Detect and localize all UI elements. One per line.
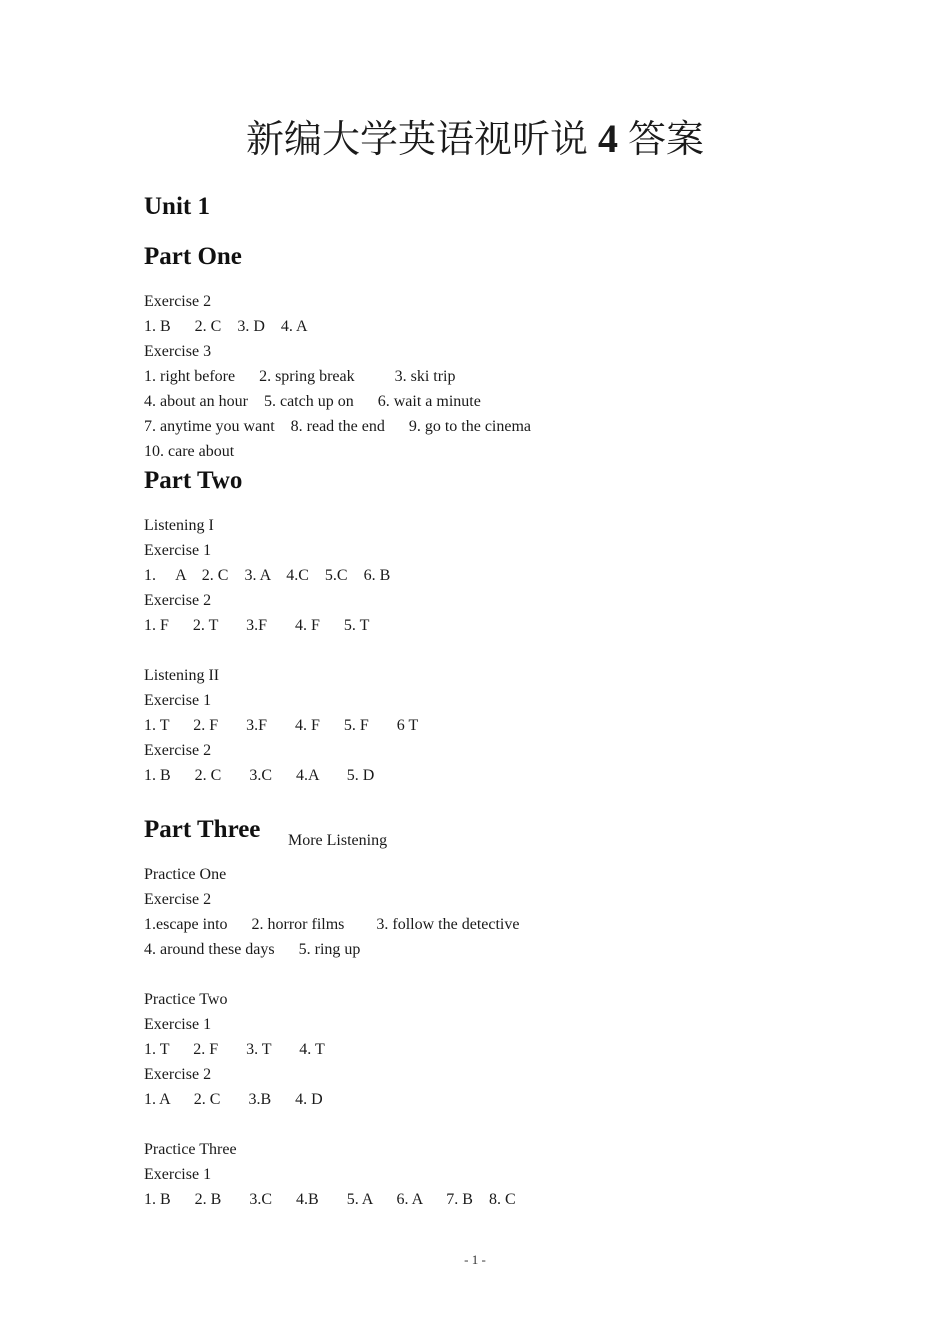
text-line: 1. T 2. F 3.F 4. F 5. F 6 T	[144, 717, 419, 734]
text-line: 4. around these days 5. ring up	[144, 941, 361, 958]
page-number: - 1 -	[464, 1252, 486, 1267]
text-line: 10. care about	[144, 443, 235, 460]
page-title	[0, 108, 950, 163]
title-number: 4	[598, 116, 618, 161]
text-line: 1. B 2. C 3.C 4.A 5. D	[144, 767, 375, 784]
text-line: Exercise 2	[144, 293, 212, 310]
text-line: 1. T 2. F 3. T 4. T	[144, 1041, 325, 1058]
text-line: Exercise 1	[144, 692, 212, 709]
text-line: 1. right before 2. spring break 3. ski trip	[144, 368, 456, 385]
part-two-heading: Part Two	[144, 467, 243, 494]
text-line: Practice One	[144, 866, 227, 883]
text-line: 1. F 2. T 3.F 4. F 5. T	[144, 617, 370, 634]
title-text: 新编大学英语视听说	[245, 117, 588, 161]
text-line: Listening I	[144, 517, 214, 534]
text-line: Exercise 2	[144, 891, 212, 908]
text-line: 7. anytime you want 8. read the end 9. go to the cinema	[144, 418, 532, 435]
text-line: Exercise 2	[144, 1066, 212, 1083]
part-three-subheading: More Listening	[288, 832, 388, 849]
text-line: Practice Two	[144, 991, 228, 1008]
text-line: 1. A 2. C 3.B 4. D	[144, 1091, 323, 1108]
text-line: Exercise 2	[144, 592, 212, 609]
text-line: 1.escape into 2. horror films 3. follow the detective	[144, 916, 520, 933]
text-line: 4. about an hour 5. catch up on 6. wait a minute	[144, 393, 481, 410]
title-suffix: 答案	[628, 117, 705, 161]
text-line: Exercise 2	[144, 742, 212, 759]
text-line: Listening II	[144, 667, 220, 684]
text-line: Exercise 1	[144, 542, 212, 559]
text-line: Exercise 1	[144, 1016, 212, 1033]
unit-heading: Unit 1	[144, 193, 210, 220]
part-three-heading: Part Three	[144, 816, 261, 843]
text-line: 1. B 2. C 3. D 4. A	[144, 318, 308, 335]
text-line: Exercise 3	[144, 343, 212, 360]
text-line: 1. B 2. B 3.C 4.B 5. A 6. A 7. B 8. C	[144, 1191, 516, 1208]
text-line: Exercise 1	[144, 1166, 212, 1183]
part-one-heading: Part One	[144, 243, 242, 270]
text-line: Practice Three	[144, 1141, 237, 1158]
text-line: 1. A 2. C 3. A 4.C 5.C 6. B	[144, 567, 391, 584]
